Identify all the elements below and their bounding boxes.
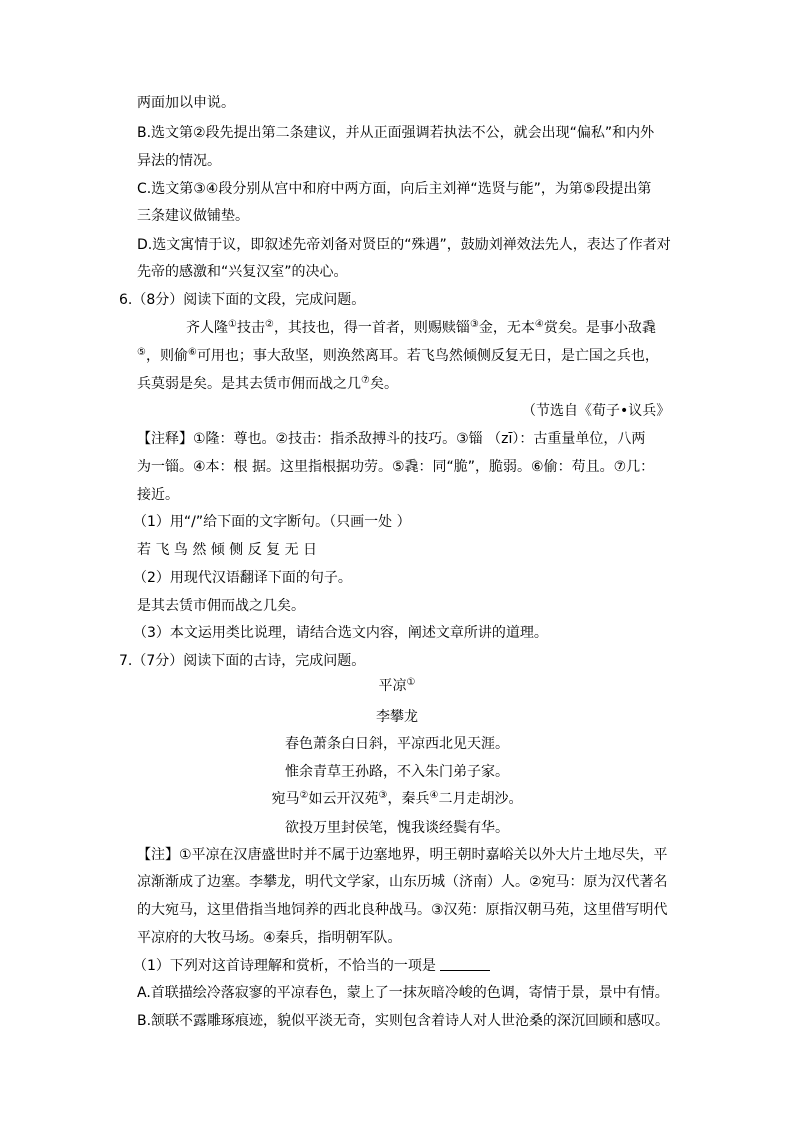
q5-option-b-cont: 异法的情况。 [137, 153, 221, 169]
q6-passage-line-2: ⑤，则偷⑥可用也；事大敌坚，则涣然离耳。若飞鸟然倾侧反复无日，是亡国之兵也， [137, 347, 659, 364]
q7-poem-line-3: 宛马②如云开汉苑③，秦兵④二月走胡沙。 [271, 790, 523, 807]
q5-option-d-cont: 先帝的感激和“兴复汉室”的决心。 [137, 264, 348, 280]
q6-notes-line-2: 为一锱。④本：根 据。这里指根据功劳。⑤毳：同“脆”，脆弱。⑥偷：苟且。⑦几： [137, 459, 655, 475]
q7-poem-line-1: 春色萧条白日斜，平凉西北见天涯。 [285, 736, 509, 752]
q7-subquestion-1: （1）下列对这首诗理解和赏析，不恰当的一项是 [133, 957, 490, 975]
q5-option-d: D.选文寓情于议，即叙述先帝刘备对贤臣的“殊遇”，鼓励刘禅效法先人，表达了作者对 [137, 237, 671, 253]
q6-source: （节选自《荀子•议兵》 [522, 403, 671, 419]
q5-option-c-cont: 三条建议做铺垫。 [137, 208, 249, 224]
q6-notes-line-3: 接近。 [137, 487, 179, 503]
q7-notes-line-2: 凉渐渐成了边塞。李攀龙，明代文学家，山东历城（济南）人。②宛马：原为汉代著名 [137, 874, 668, 890]
q6-subquestion-1-text: 若 飞 鸟 然 倾 侧 反 复 无 日 [137, 542, 318, 558]
q7-notes-line-4: 平凉府的大牧马场。④秦兵，指明朝军队。 [137, 930, 402, 946]
q6-subquestion-1: （1）用“/”给下面的文字断句。（只画一处 ） [133, 514, 411, 530]
q6-passage-line-3: 兵莫弱是矣。是其去赁市佣而战之几⑦矣。 [137, 375, 398, 392]
q7-poem-line-4: 欲投万里封侯笔，愧我谈经鬓有华。 [285, 820, 509, 836]
answer-blank[interactable] [440, 958, 490, 971]
q7-poem-author: 李攀龙 [376, 709, 418, 725]
q5-option-c: C.选文第③④段分别从宫中和府中两方面，向后主刘禅“选贤与能”，为第⑤段提出第 [137, 181, 652, 197]
q7-poem-title: 平凉① [378, 677, 416, 694]
q7-stem: 7.（7分）阅读下面的古诗，完成问题。 [119, 653, 366, 669]
q5-option-a-tail: 两面加以申说。 [137, 95, 235, 111]
q7-notes-line-3: 的大宛马，这里借指当地饲养的西北良种战马。③汉苑：原指汉朝马苑，这里借写明代 [137, 902, 668, 918]
q7-option-b: B.颔联不露雕琢痕迹，貌似平淡无奇，实则包含着诗人对人世沧桑的深沉回顾和感叹。 [137, 1013, 670, 1029]
q7-notes-line-1: 【注】①平凉在汉唐盛世时并不属于边塞地界，明王朝时嘉峪关以外大片土地尽失，平 [137, 847, 668, 863]
q5-option-b: B.选文第②段先提出第二条建议，并从正面强调若执法不公，就会出现“偏私”和内外 [137, 125, 655, 141]
q6-subquestion-3: （3）本文运用类比说理，请结合选文内容，阐述文章所讲的道理。 [133, 625, 548, 641]
q7-option-a: A.首联描绘冷落寂寥的平凉春色，蒙上了一抹灰暗冷峻的色调，寄情于景，景中有情。 [137, 985, 669, 1001]
q6-passage-line-1: 齐人隆①技击②，其技也，得一首者，则赐赎锱③金，无本④赏矣。是事小敌毳 [186, 319, 656, 336]
q6-subquestion-2: （2）用现代汉语翻译下面的句子。 [133, 570, 352, 586]
q6-subquestion-2-text: 是其去赁市佣而战之几矣。 [137, 598, 305, 614]
q6-stem: 6.（8分）阅读下面的文段，完成问题。 [119, 292, 366, 308]
q7-poem-line-2: 惟余青草王孙路，不入朱门弟子家。 [285, 764, 509, 780]
q6-notes-line-1: 【注释】①隆：尊也。②技击：指杀敌搏斗的技巧。③锱 （zī）：古重量单位，八两 [137, 431, 646, 447]
